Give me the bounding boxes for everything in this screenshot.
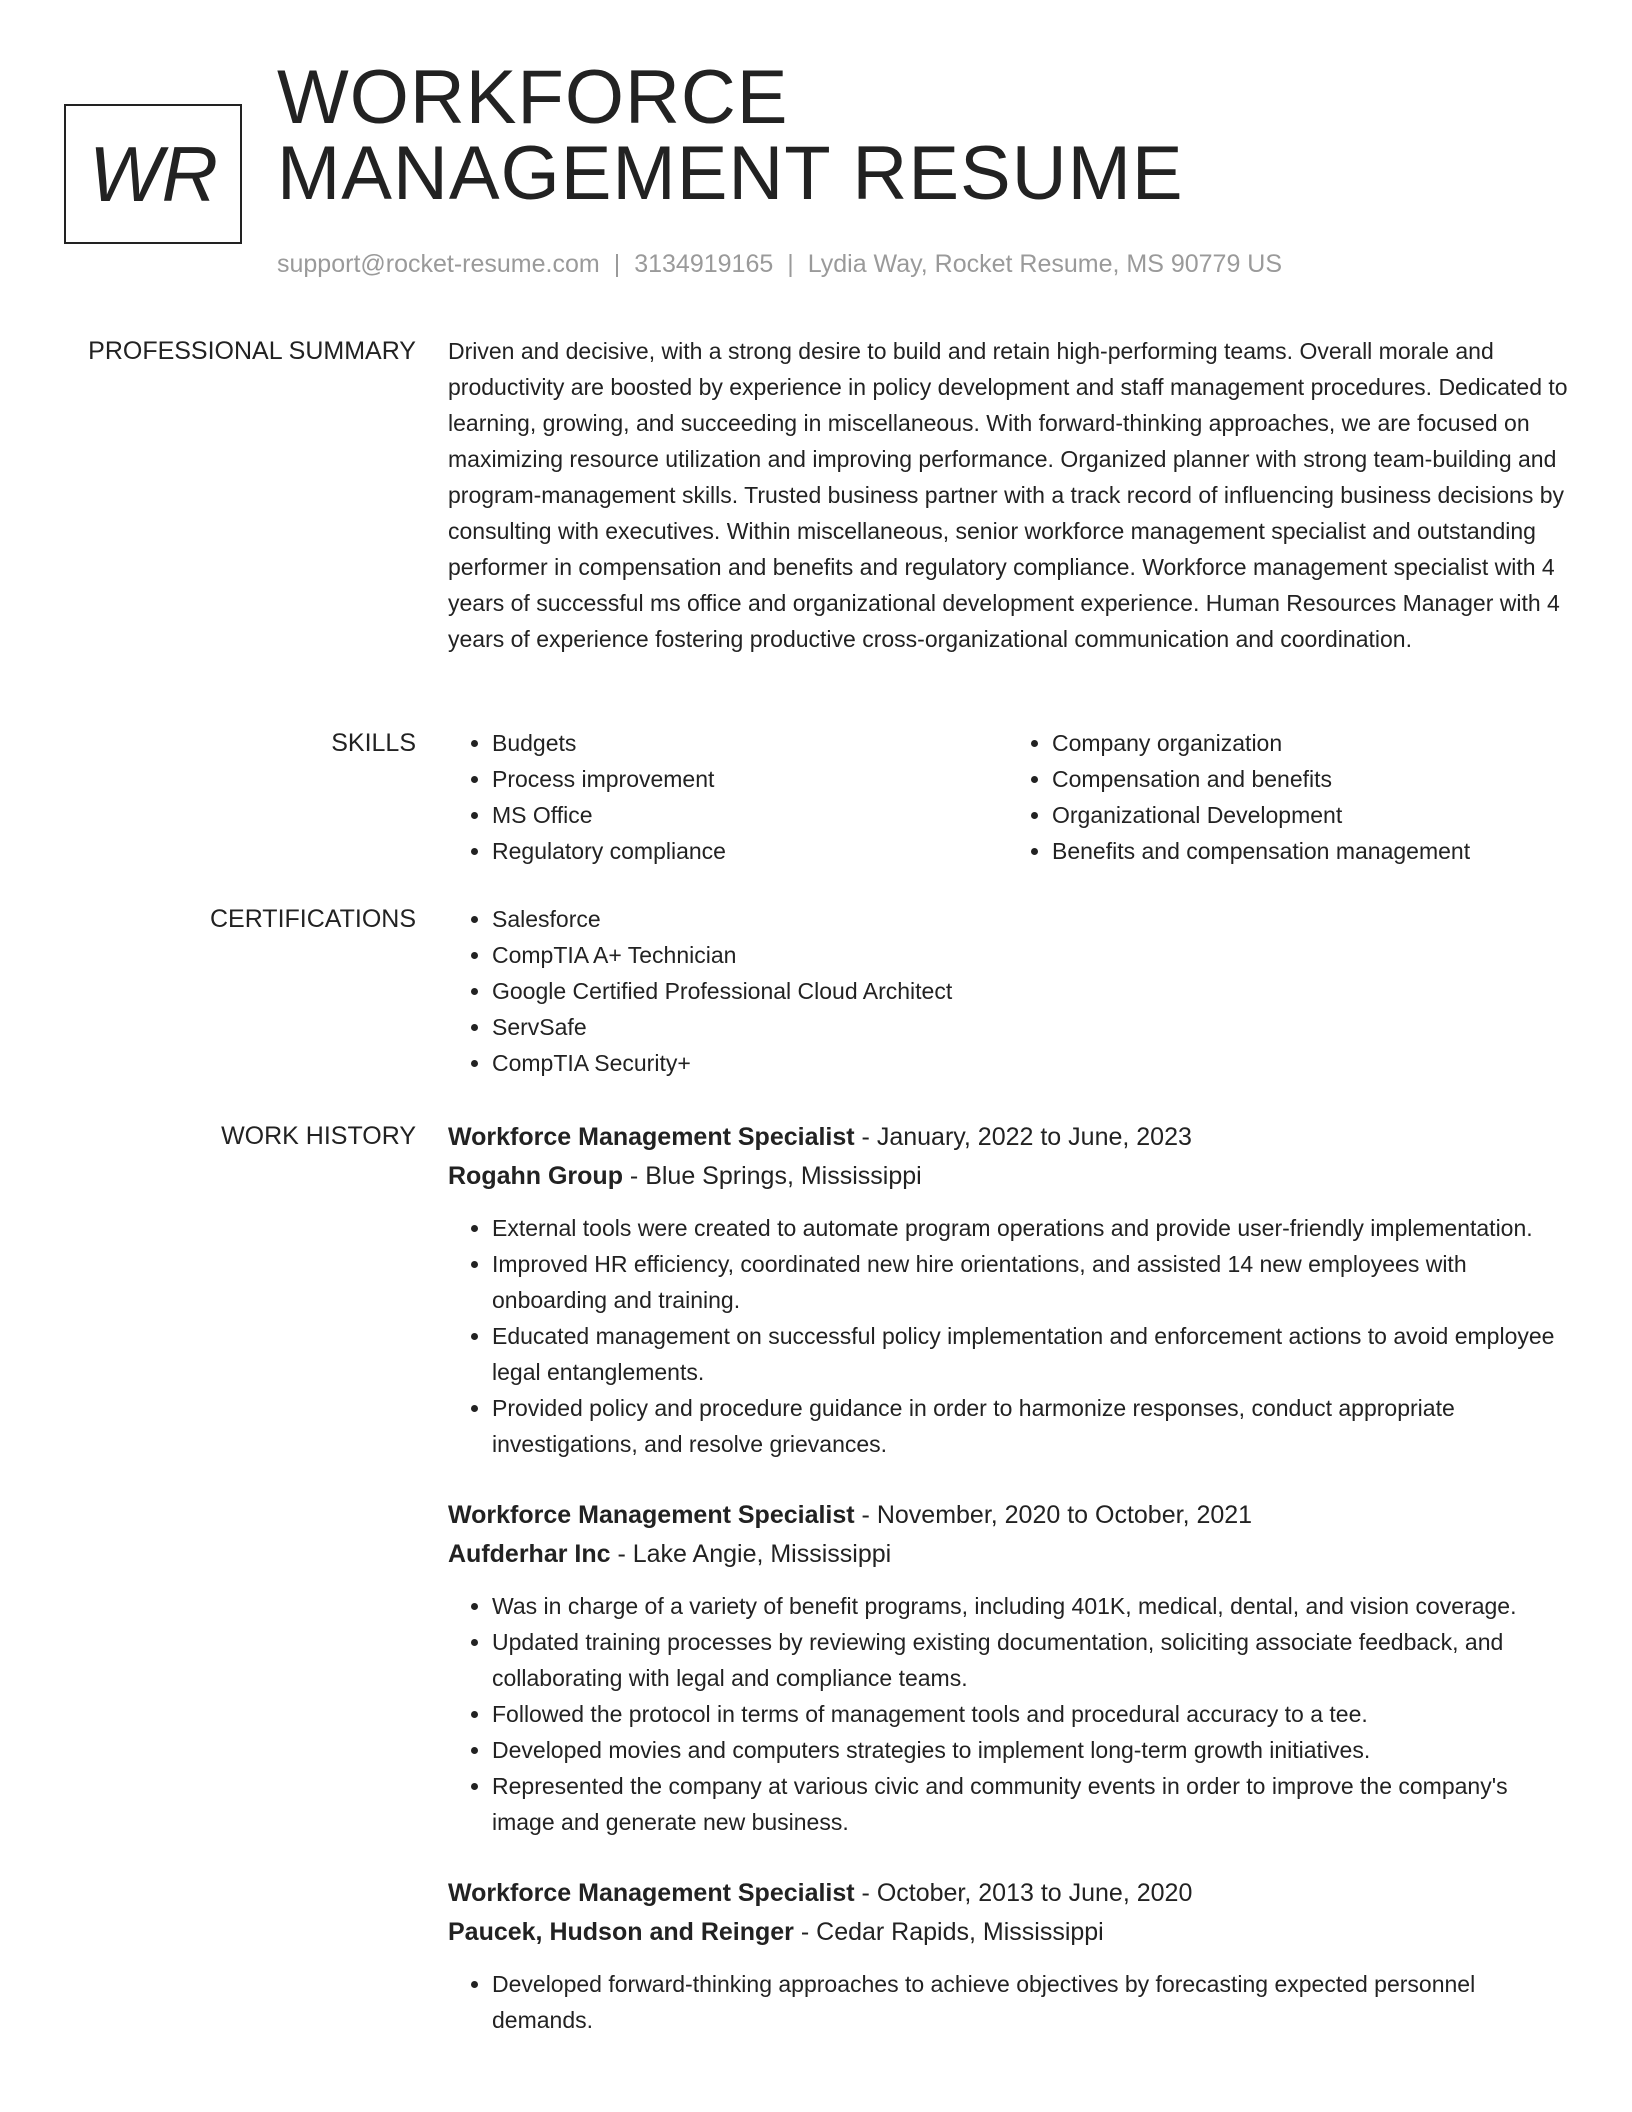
job-location: - Lake Angie, Mississippi (610, 1540, 892, 1568)
job-bullet: • Educated management on successful policy implementation and enforcement actions to avoid employee legal entanglements. (492, 1318, 1568, 1390)
contact-separator: | (613, 250, 621, 278)
job-bullet: • Developed movies and computers strategies to implement long-term growth initiatives. (492, 1732, 1568, 1768)
job-dates: - January, 2022 to June, 2023 (854, 1123, 1192, 1151)
job-entry (448, 1118, 1568, 1462)
job-title-line (448, 1874, 1568, 1913)
skill-item: • Company organization (1052, 725, 1568, 761)
summary-heading: PROFESSIONAL SUMMARY (88, 337, 416, 365)
skill-item: • MS Office (492, 797, 1008, 833)
job-title-line (448, 1496, 1568, 1535)
job-company: Aufderhar Inc (448, 1540, 611, 1568)
contact-separator: | (787, 250, 794, 278)
job-bullet: • Was in charge of a variety of benefit programs, including 401K, medical, dental, and vision coverage. (492, 1588, 1568, 1624)
certifications-list (448, 901, 1568, 1081)
skill-item: • Process improvement (492, 761, 1008, 797)
job-bullet: • Developed forward-thinking approaches to achieve objectives by forecasting expected personnel demands. (492, 1966, 1568, 2038)
contact-phone: 3134919165 (634, 250, 774, 278)
job-bullet: • Provided policy and procedure guidance in order to harmonize responses, conduct appropriate investigations, and resolve grievances. (492, 1390, 1568, 1462)
job-company-line (448, 1157, 1568, 1196)
job-bullet: • Updated training processes by reviewing existing documentation, soliciting associate feedback, and collaborating with legal and compliance teams. (492, 1624, 1568, 1696)
job-title: Workforce Management Specialist (448, 1501, 855, 1529)
job-company-line (448, 1535, 1568, 1574)
work-history-heading: WORK HISTORY (221, 1122, 416, 1150)
job-bullet: • Improved HR efficiency, coordinated new hire orientations, and assisted 14 new employees with onboarding and training. (492, 1246, 1568, 1318)
skill-item: • Organizational Development (1052, 797, 1568, 833)
contact-address: Lydia Way, Rocket Resume, MS 90779 US (807, 250, 1283, 278)
job-company: Paucek, Hudson and Reinger (448, 1918, 794, 1946)
certification-item: • CompTIA A+ Technician (492, 937, 1568, 973)
certification-item: • Salesforce (492, 901, 1568, 937)
job-bullets (448, 1966, 1568, 2038)
skills-heading: SKILLS (331, 729, 416, 757)
job-entry (448, 1874, 1568, 2038)
certification-item: • CompTIA Security+ (492, 1045, 1568, 1081)
resume-title (277, 55, 1184, 216)
certifications-body (448, 901, 1568, 1081)
job-location: - Cedar Rapids, Mississippi (793, 1918, 1104, 1946)
job-bullets (448, 1588, 1568, 1840)
job-title: Workforce Management Specialist (448, 1123, 855, 1151)
job-bullet: • External tools were created to automate program operations and provide user-friendly implementation. (492, 1210, 1568, 1246)
job-dates: - November, 2020 to October, 2021 (854, 1501, 1253, 1529)
skills-body (448, 725, 1568, 869)
contact-email: support@rocket-resume.com (277, 250, 600, 278)
certification-item: • ServSafe (492, 1009, 1568, 1045)
skill-item: • Budgets (492, 725, 1008, 761)
monogram-box: WR (64, 104, 242, 244)
work-history-body (448, 1118, 1568, 2058)
job-title: Workforce Management Specialist (448, 1879, 855, 1907)
skill-item: • Compensation and benefits (1052, 761, 1568, 797)
job-company-line (448, 1913, 1568, 1952)
skill-item: • Regulatory compliance (492, 833, 1008, 869)
skills-column-1 (448, 725, 1008, 869)
job-title-line (448, 1118, 1568, 1157)
skill-item: • Benefits and compensation management (1052, 833, 1568, 869)
contact-line (277, 250, 1282, 279)
summary-text: Driven and decisive, with a strong desire to build and retain high-performing teams. Overall morale and productivity are boosted by experience in policy development and staff management procedures. Dedicated to learning, growing, and succeeding in miscellaneous. With forward-thinking approaches, we are focused on maximizing resource utilization and improving performance. Organized planner with strong team-building and program-management skills. Trusted business partner with a track record of influencing business decisions by consulting with executives. Within miscellaneous, senior workforce management specialist and outstanding performer in compensation and benefits and regulatory compliance. Workforce management specialist with 4 years of successful ms office and organizational development experience. Human Resources Manager with 4 years of experience fostering productive cross-organizational communication and coordination. (448, 338, 1568, 652)
skills-column-2 (1008, 725, 1568, 869)
job-bullet: • Represented the company at various civic and community events in order to improve the company's image and generate new business. (492, 1768, 1568, 1840)
title-line-2: MANAGEMENT RESUME (277, 131, 1184, 216)
job-location: - Blue Springs, Mississippi (622, 1162, 922, 1190)
summary-body (448, 333, 1568, 657)
job-bullet: • Followed the protocol in terms of management tools and procedural accuracy to a tee. (492, 1696, 1568, 1732)
certifications-heading: CERTIFICATIONS (209, 905, 416, 933)
job-entry (448, 1496, 1568, 1840)
job-company: Rogahn Group (448, 1162, 623, 1190)
certification-item: • Google Certified Professional Cloud Architect (492, 973, 1568, 1009)
title-line-1: WORKFORCE (277, 55, 789, 140)
job-dates: - October, 2013 to June, 2020 (854, 1879, 1193, 1907)
job-bullets (448, 1210, 1568, 1462)
